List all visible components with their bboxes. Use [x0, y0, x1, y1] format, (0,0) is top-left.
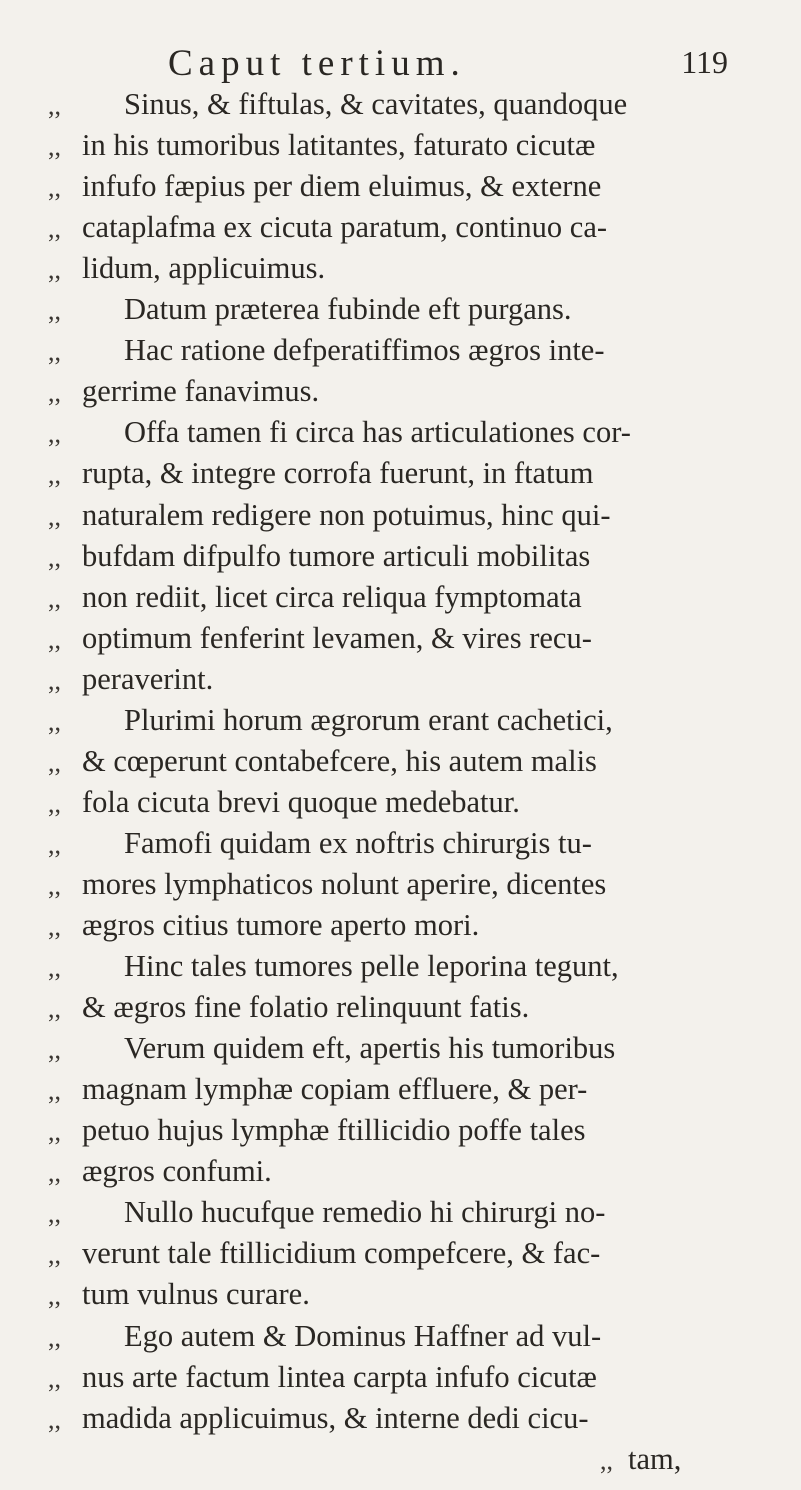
text-line — [600, 1439, 750, 1480]
line-text: ægros confumi. — [82, 1154, 272, 1189]
quotation-mark: ,, — [48, 419, 61, 449]
line-text: mores lymphaticos nolunt aperire, dicentes — [82, 866, 607, 901]
text-line — [48, 536, 748, 577]
quotation-mark: ,, — [48, 132, 61, 162]
line-text: & ægros fine folatio relinquunt fatis. — [82, 990, 530, 1025]
text-line — [48, 618, 748, 659]
quotation-mark: ,, — [48, 501, 61, 531]
text-line — [48, 1357, 748, 1398]
quotation-mark: ,, — [48, 1281, 61, 1311]
line-text: tum vulnus curare. — [82, 1277, 310, 1312]
quotation-mark: ,, — [48, 706, 61, 736]
line-text: gerrime fanavimus. — [82, 374, 320, 409]
line-text: rupta, & integre corrofa fuerunt, in ftatum — [82, 456, 594, 491]
running-title: Caput tertium. — [168, 43, 466, 84]
line-text: Hinc tales tumores pelle leporina tegunt, — [124, 949, 619, 984]
text-line — [48, 1274, 748, 1315]
quotation-mark: ,, — [48, 378, 61, 408]
line-text: infufo fæpius per diem eluimus, & externe — [82, 169, 602, 204]
quotation-mark: ,, — [48, 665, 61, 695]
text-line — [48, 659, 748, 700]
quotation-mark: ,, — [48, 460, 61, 490]
quotation-mark: ,, — [48, 1117, 61, 1147]
line-text: tam, — [628, 1441, 682, 1476]
quotation-mark: ,, — [48, 255, 61, 285]
text-line — [48, 946, 748, 987]
line-text: magnam lymphæ copiam effluere, & per- — [82, 1072, 588, 1107]
line-text: Sinus, & fiftulas, & cavitates, quandoque — [124, 87, 628, 121]
text-line — [48, 495, 748, 536]
text-line — [48, 1233, 748, 1274]
quotation-mark: ,, — [48, 542, 61, 572]
line-text: Nullo hucufque remedio hi chirurgi no- — [124, 1195, 606, 1230]
text-line — [48, 1028, 748, 1069]
text-line — [48, 864, 748, 905]
line-text: naturalem redigere non potuimus, hinc qui- — [82, 497, 611, 532]
line-text: verunt tale ftillicidium compefcere, & fac- — [82, 1236, 601, 1271]
text-line — [48, 248, 748, 289]
text-line — [48, 371, 748, 412]
quotation-mark: ,, — [600, 1445, 613, 1475]
line-text: bufdam difpulfo tumore articuli mobilitas — [82, 538, 591, 573]
text-line — [48, 741, 748, 782]
quotation-mark: ,, — [48, 1035, 61, 1065]
quotation-mark: ,, — [48, 173, 61, 203]
line-text: & cœperunt contabefcere, his autem malis — [82, 743, 597, 778]
line-text: optimum fenferint levamen, & vires recu- — [82, 620, 592, 655]
line-text: in his tumoribus latitantes, faturato cicutæ — [82, 128, 596, 163]
quotation-mark: ,, — [48, 1076, 61, 1106]
text-line — [48, 330, 748, 371]
text-line — [48, 412, 748, 453]
text-line — [48, 84, 748, 125]
quotation-mark: ,, — [48, 214, 61, 244]
line-text: petuo hujus lymphæ ftillicidio poffe tales — [82, 1113, 586, 1148]
text-line — [48, 207, 748, 248]
text-line — [48, 289, 748, 330]
quotation-mark: ,, — [48, 583, 61, 613]
text-line — [48, 125, 748, 166]
line-text: Offa tamen fi circa has articulationes cor- — [124, 415, 631, 450]
text-line — [48, 1151, 748, 1192]
quotation-mark: ,, — [48, 337, 61, 367]
line-text: Famofi quidam ex noftris chirurgis tu- — [124, 825, 592, 860]
page-number: 119 — [681, 44, 728, 80]
text-line — [48, 905, 748, 946]
text-line — [48, 823, 748, 864]
line-text: Hac ratione defperatiffimos ægros inte- — [124, 333, 605, 368]
text-line — [48, 987, 748, 1028]
line-text: nus arte factum lintea carpta infufo cicutæ — [82, 1359, 597, 1394]
text-line — [48, 1316, 748, 1357]
line-text: ægros citius tumore aperto mori. — [82, 908, 480, 942]
quotation-mark: ,, — [48, 747, 61, 777]
quotation-mark: ,, — [48, 1363, 61, 1393]
line-text: Verum quidem eft, apertis his tumoribus — [124, 1031, 616, 1066]
line-text: Plurimi horum ægrorum erant cachetici, — [124, 702, 613, 737]
quotation-mark: ,, — [48, 912, 61, 941]
text-line — [48, 700, 748, 741]
line-text: peraverint. — [82, 661, 214, 696]
line-text: Datum præterea fubinde eft purgans. — [124, 292, 572, 327]
quotation-mark: ,, — [48, 91, 61, 120]
text-line — [48, 1398, 748, 1439]
text-line — [48, 453, 748, 494]
quotation-mark: ,, — [48, 1158, 61, 1188]
quotation-mark: ,, — [48, 788, 61, 818]
quotation-mark: ,, — [48, 624, 61, 654]
text-line — [48, 577, 748, 618]
line-text: madida applicuimus, & interne dedi cicu- — [82, 1400, 589, 1435]
text-line — [48, 782, 748, 823]
line-text: Ego autem & Dominus Haffner ad vul- — [124, 1318, 602, 1353]
line-text: lidum, applicuimus. — [82, 251, 326, 286]
quotation-mark: ,, — [48, 953, 61, 983]
quotation-mark: ,, — [48, 296, 61, 326]
quotation-mark: ,, — [48, 1322, 61, 1352]
text-line — [48, 1192, 748, 1233]
quotation-mark: ,, — [48, 870, 61, 900]
text-line — [48, 1110, 748, 1151]
text-line — [48, 1069, 748, 1110]
quotation-mark: ,, — [48, 829, 61, 859]
quotation-mark: ,, — [48, 994, 61, 1024]
text-line — [48, 166, 748, 207]
line-text: fola cicuta brevi quoque medebatur. — [82, 784, 520, 819]
quotation-mark: ,, — [48, 1240, 61, 1270]
line-text: non rediit, licet circa reliqua fymptomata — [82, 579, 582, 614]
line-text: cataplafma ex cicuta paratum, continuo ca- — [82, 210, 608, 245]
quotation-mark: ,, — [48, 1199, 61, 1229]
quotation-mark: ,, — [48, 1404, 61, 1434]
